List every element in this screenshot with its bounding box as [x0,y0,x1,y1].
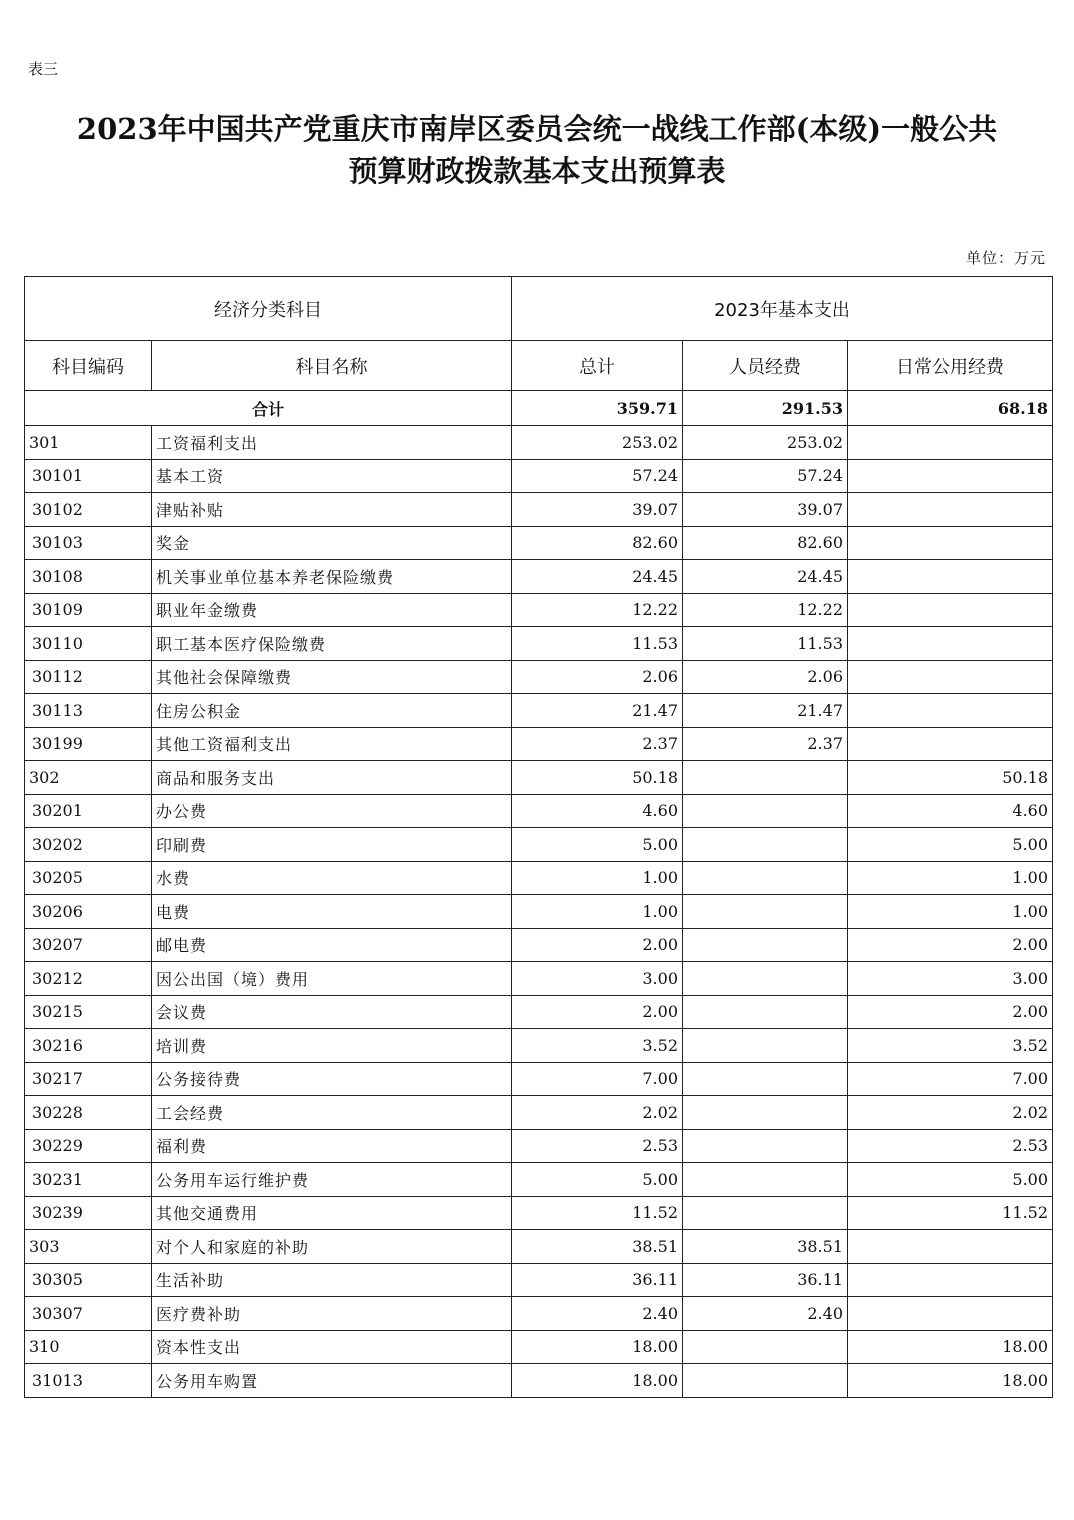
row-personnel: 36.11 [683,1263,848,1297]
table-row [25,1096,1053,1130]
row-daily [848,493,1053,527]
row-code: 30201 [25,794,152,828]
row-daily: 18.00 [848,1364,1053,1398]
table-row [25,1330,1053,1364]
row-daily: 2.53 [848,1129,1053,1163]
row-personnel: 253.02 [683,426,848,460]
row-code: 30228 [25,1096,152,1130]
table-row [25,593,1053,627]
row-name: 其他交通费用 [152,1196,512,1230]
row-personnel [683,861,848,895]
row-total: 50.18 [512,761,683,795]
row-code: 30215 [25,995,152,1029]
table-row [25,426,1053,460]
row-personnel [683,1029,848,1063]
row-name: 其他工资福利支出 [152,727,512,761]
unit-label: 单位：万元 [965,249,1046,267]
table-row [25,660,1053,694]
row-code: 30239 [25,1196,152,1230]
row-code: 30212 [25,962,152,996]
row-total: 1.00 [512,861,683,895]
row-personnel: 57.24 [683,459,848,493]
row-name: 资本性支出 [152,1330,512,1364]
row-personnel [683,761,848,795]
table-row [25,794,1053,828]
row-personnel [683,1364,848,1398]
row-code: 30216 [25,1029,152,1063]
row-name: 商品和服务支出 [152,761,512,795]
row-total: 4.60 [512,794,683,828]
row-code: 30202 [25,828,152,862]
row-personnel [683,828,848,862]
row-code: 30305 [25,1263,152,1297]
row-personnel: 39.07 [683,493,848,527]
row-personnel [683,1129,848,1163]
header-code: 科目编码 [25,341,152,391]
row-total: 2.37 [512,727,683,761]
row-daily [848,526,1053,560]
row-personnel: 24.45 [683,560,848,594]
row-total: 2.53 [512,1129,683,1163]
row-total: 2.06 [512,660,683,694]
row-name: 津贴补贴 [152,493,512,527]
total-row [25,391,1053,426]
total-daily: 68.18 [848,391,1053,426]
table-row [25,1230,1053,1264]
row-daily: 2.00 [848,928,1053,962]
row-name: 职业年金缴费 [152,593,512,627]
row-daily: 1.00 [848,861,1053,895]
row-personnel: 11.53 [683,627,848,661]
row-name: 住房公积金 [152,694,512,728]
row-total: 5.00 [512,1163,683,1197]
table-row [25,1163,1053,1197]
row-total: 5.00 [512,828,683,862]
table-row [25,761,1053,795]
row-daily: 5.00 [848,1163,1053,1197]
header-row-2 [25,341,1053,391]
row-name: 公务接待费 [152,1062,512,1096]
row-total: 3.52 [512,1029,683,1063]
table-row [25,1297,1053,1331]
row-personnel [683,794,848,828]
row-code: 30110 [25,627,152,661]
row-daily [848,560,1053,594]
row-personnel: 21.47 [683,694,848,728]
row-code: 30112 [25,660,152,694]
table-row [25,928,1053,962]
row-name: 奖金 [152,526,512,560]
row-daily [848,1263,1053,1297]
row-total: 12.22 [512,593,683,627]
header-total: 总计 [512,341,683,391]
row-name: 基本工资 [152,459,512,493]
row-total: 2.02 [512,1096,683,1130]
row-code: 30199 [25,727,152,761]
row-personnel [683,995,848,1029]
row-daily [848,727,1053,761]
row-personnel: 2.40 [683,1297,848,1331]
row-name: 职工基本医疗保险缴费 [152,627,512,661]
row-total: 2.00 [512,995,683,1029]
row-name: 福利费 [152,1129,512,1163]
row-total: 11.53 [512,627,683,661]
row-name: 机关事业单位基本养老保险缴费 [152,560,512,594]
row-daily: 3.00 [848,962,1053,996]
table-row [25,727,1053,761]
row-code: 30108 [25,560,152,594]
row-personnel [683,962,848,996]
title-line-1: 2023年中国共产党重庆市南岸区委员会统一战线工作部(本级)一般公共 [76,112,998,146]
row-daily: 18.00 [848,1330,1053,1364]
table-row [25,1062,1053,1096]
row-personnel [683,1196,848,1230]
table-row [25,995,1053,1029]
header-personnel: 人员经费 [683,341,848,391]
row-daily: 4.60 [848,794,1053,828]
row-personnel: 2.06 [683,660,848,694]
row-name: 水费 [152,861,512,895]
row-code: 30102 [25,493,152,527]
row-code: 30113 [25,694,152,728]
row-code: 30109 [25,593,152,627]
row-name: 因公出国（境）费用 [152,962,512,996]
table-row [25,459,1053,493]
row-total: 82.60 [512,526,683,560]
table-label: 表三 [28,60,59,78]
header-name: 科目名称 [152,341,512,391]
row-total: 7.00 [512,1062,683,1096]
row-total: 36.11 [512,1263,683,1297]
row-total: 24.45 [512,560,683,594]
row-total: 21.47 [512,694,683,728]
title-line-2: 预算财政拨款基本支出预算表 [348,154,726,188]
row-name: 公务用车购置 [152,1364,512,1398]
row-personnel: 82.60 [683,526,848,560]
row-personnel [683,895,848,929]
row-code: 30205 [25,861,152,895]
row-code: 30217 [25,1062,152,1096]
row-daily [848,660,1053,694]
row-personnel [683,1096,848,1130]
row-daily: 50.18 [848,761,1053,795]
row-total: 18.00 [512,1364,683,1398]
table-row [25,694,1053,728]
row-daily [848,426,1053,460]
row-daily [848,459,1053,493]
header-basic-expenditure: 2023年基本支出 [512,277,1053,341]
row-daily [848,694,1053,728]
total-personnel: 291.53 [683,391,848,426]
row-daily: 2.02 [848,1096,1053,1130]
row-name: 工会经费 [152,1096,512,1130]
row-daily: 5.00 [848,828,1053,862]
table-row [25,1364,1053,1398]
table-row [25,493,1053,527]
row-name: 对个人和家庭的补助 [152,1230,512,1264]
table-row [25,1196,1053,1230]
row-personnel [683,1330,848,1364]
row-name: 会议费 [152,995,512,1029]
row-name: 印刷费 [152,828,512,862]
table-row [25,1129,1053,1163]
row-name: 公务用车运行维护费 [152,1163,512,1197]
row-code: 302 [25,761,152,795]
row-code: 31013 [25,1364,152,1398]
row-name: 其他社会保障缴费 [152,660,512,694]
header-econ-class: 经济分类科目 [25,277,512,341]
row-name: 邮电费 [152,928,512,962]
row-daily: 3.52 [848,1029,1053,1063]
row-total: 1.00 [512,895,683,929]
row-total: 253.02 [512,426,683,460]
total-label: 合计 [25,391,512,426]
row-total: 18.00 [512,1330,683,1364]
row-personnel [683,1163,848,1197]
row-name: 生活补助 [152,1263,512,1297]
row-code: 30307 [25,1297,152,1331]
row-name: 工资福利支出 [152,426,512,460]
row-total: 57.24 [512,459,683,493]
row-code: 30207 [25,928,152,962]
page-title [0,108,1074,192]
row-code: 301 [25,426,152,460]
row-name: 培训费 [152,1029,512,1063]
row-daily [848,1230,1053,1264]
table-row [25,560,1053,594]
total-total: 359.71 [512,391,683,426]
row-daily: 11.52 [848,1196,1053,1230]
table-row [25,962,1053,996]
header-daily: 日常公用经费 [848,341,1053,391]
row-name: 电费 [152,895,512,929]
row-name: 医疗费补助 [152,1297,512,1331]
table-row [25,1029,1053,1063]
row-daily [848,593,1053,627]
row-personnel: 12.22 [683,593,848,627]
row-daily: 1.00 [848,895,1053,929]
row-total: 2.40 [512,1297,683,1331]
row-name: 办公费 [152,794,512,828]
row-daily: 2.00 [848,995,1053,1029]
row-code: 30101 [25,459,152,493]
row-daily: 7.00 [848,1062,1053,1096]
table-row [25,895,1053,929]
row-code: 30103 [25,526,152,560]
row-total: 39.07 [512,493,683,527]
row-total: 11.52 [512,1196,683,1230]
row-personnel: 38.51 [683,1230,848,1264]
table-row [25,1263,1053,1297]
row-code: 30231 [25,1163,152,1197]
row-code: 310 [25,1330,152,1364]
header-row-1 [25,277,1053,341]
row-personnel: 2.37 [683,727,848,761]
row-total: 2.00 [512,928,683,962]
table-row [25,526,1053,560]
row-personnel [683,1062,848,1096]
row-personnel [683,928,848,962]
table-row [25,627,1053,661]
row-code: 30206 [25,895,152,929]
row-daily [848,1297,1053,1331]
row-daily [848,627,1053,661]
row-total: 38.51 [512,1230,683,1264]
row-code: 30229 [25,1129,152,1163]
row-code: 303 [25,1230,152,1264]
row-total: 3.00 [512,962,683,996]
budget-table [24,276,1053,1398]
table-row [25,828,1053,862]
table-row [25,861,1053,895]
